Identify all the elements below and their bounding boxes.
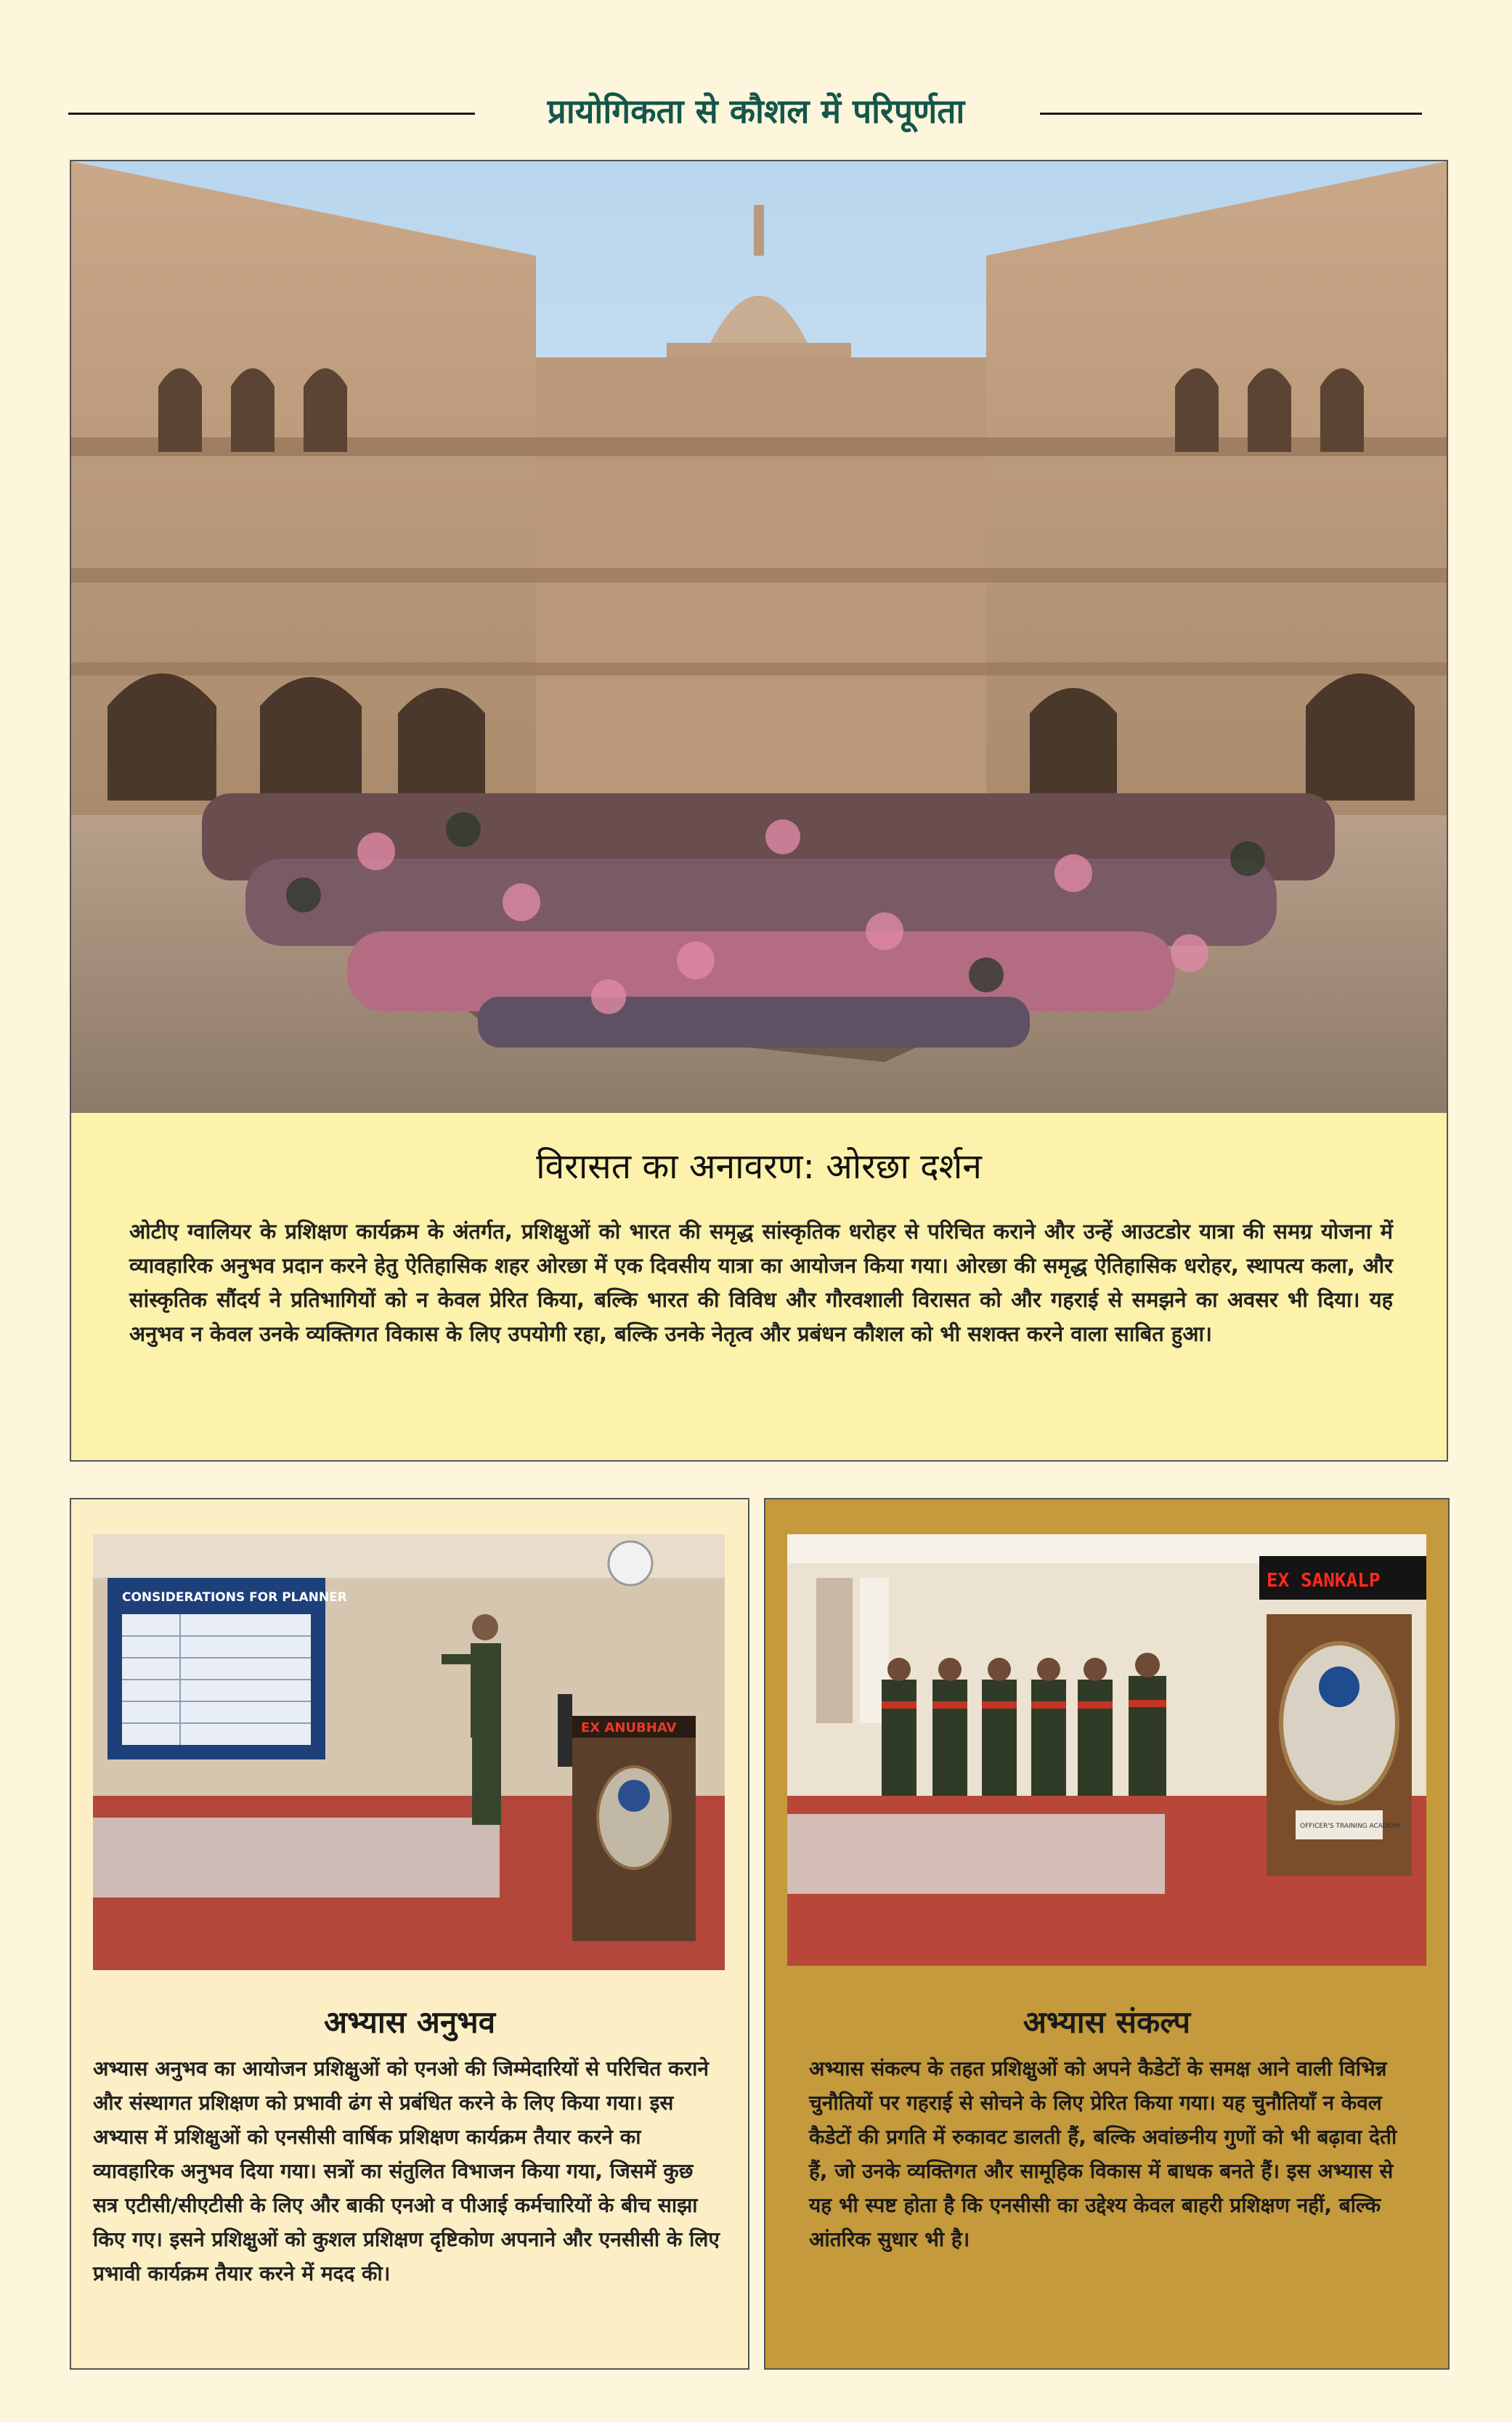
sankalp-photo bbox=[787, 1534, 1426, 1966]
feature-caption-box bbox=[71, 1113, 1447, 1460]
anubhav-photo bbox=[93, 1534, 725, 1970]
screen-title: CONSIDERATIONS FOR PLANNER bbox=[122, 1590, 347, 1605]
anubhav-body: अभ्यास अनुभव का आयोजन प्रशिक्षुओं को एनओ की जिम्मेदारियों से परिचित कराने और संस्थागत प्रशिक्षण को प्रभावी ढंग से प्रबंधित करने के लिए किया गया। इस अभ्यास में प्रशिक्षुओं को एनसीसी वार्षिक प्रशिक्षण कार्यक्रम तैयार करने का व्यावहारिक अनुभव दिया गया। सत्रों का संतुलित विभाजन किया गया, जिसमें कुछ सत्र एटीसी/सीएटीसी के लिए और बाकी एनओ व पीआई कर्मचारियों के बीच साझा किए गए। इसने प्रशिक्षुओं को कुशल प्रशिक्षण दृष्टिकोण अपनाने और एनसीसी के लिए प्रभावी कार्यक्रम तैयार करने में मदद की। bbox=[93, 2057, 720, 2285]
orchha-group-photo bbox=[71, 161, 1447, 1113]
page-title bbox=[0, 86, 1512, 137]
anubhav-title: अभ्यास अनुभव bbox=[323, 2004, 496, 2040]
anubhav-panel bbox=[70, 1498, 749, 2370]
orchha-feature bbox=[70, 160, 1448, 1462]
feature-title: विरासत का अनावरण: ओरछा दर्शन bbox=[536, 1146, 982, 1187]
sankalp-body: अभ्यास संकल्प के तहत प्रशिक्षुओं को अपने कैडेटों के समक्ष आने वाली विभिन्न चुनौतियों पर गहराई से सोचने के लिए प्रेरित किया गया। यह चुनौतियाँ न केवल कैडेटों की प्रगति में रुकावट डालती हैं, बल्कि अवांछनीय गुणों को भी बढ़ावा देती हैं, जो उनके व्यक्तिगत और सामूहिक विकास में बाधक बनते हैं। इस अभ्यास से यह भी स्पष्ट होता है कि एनसीसी का उद्देश्य केवल बाहरी प्रशिक्षण नहीं, बल्कि आंतरिक सुधार भी है। bbox=[809, 2057, 1397, 2251]
led-sign: EX SANKALP bbox=[1267, 1570, 1381, 1592]
plaque-text: OFFICER'S TRAINING ACADEMY bbox=[1300, 1823, 1402, 1830]
stage-sign: EX ANUBHAV bbox=[581, 1720, 677, 1736]
sankalp-title: अभ्यास संकल्प bbox=[1023, 2004, 1191, 2040]
page-title-text: प्रायोगिकता से कौशल में परिपूर्णता bbox=[530, 92, 983, 131]
sankalp-panel bbox=[764, 1498, 1450, 2370]
feature-body-text: ओटीए ग्वालियर के प्रशिक्षण कार्यक्रम के अंतर्गत, प्रशिक्षुओं को भारत की समृद्ध सांस्कृतिक धरोहर से परिचित कराने और उन्हें आउटडोर यात्रा की समग्र योजना में व्यावहारिक अनुभव प्रदान करने हेतु ऐतिहासिक शहर ओरछा में एक दिवसीय यात्रा का आयोजन किया गया। ओरछा की समृद्ध ऐतिहासिक धरोहर, स्थापत्य कला, और सांस्कृतिक सौंदर्य ने प्रतिभागियों को न केवल प्रेरित किया, बल्कि भारत की विविध और गौरवशाली विरासत को और गहराई से समझने का अवसर भी दिया। यह अनुभव न केवल उनके व्यक्तिगत विकास के लिए उपयोगी रहा, बल्कि उनके नेतृत्व और प्रबंधन कौशल को भी सशक्त करने वाला साबित हुआ। bbox=[129, 1219, 1393, 1346]
